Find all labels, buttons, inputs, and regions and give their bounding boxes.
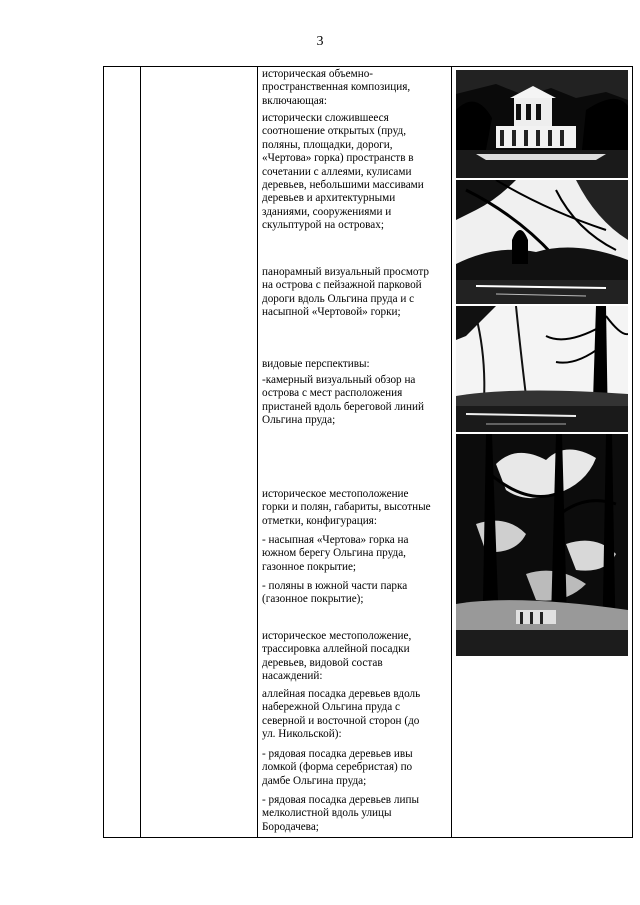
- paragraph-chamber-view: -камерный визуальный обзор на острова с мест расположения пристаней вдоль береговой линий Ольгина пруда;: [262, 374, 424, 427]
- photo-dense-trees: [456, 434, 628, 656]
- paragraph-embankment-alley: аллейная посадка деревьев вдоль набережной Ольгина пруда с северной и восточной сторон (до ул. Никольской):: [262, 688, 421, 741]
- paragraph-alley-location: историческое местоположение, трассировка аллейной посадки деревьев, видовой состав насаждений:: [262, 630, 412, 683]
- paragraph-chertova-hill: - насыпная «Чертова» горка на южном берегу Ольгина пруда, газонное покрытие;: [262, 534, 409, 573]
- table-bottom-border: [103, 837, 633, 838]
- photo-shore-trees: [456, 306, 628, 432]
- paragraph-hill-location: историческое местоположение горки и полян, габариты, высотные отметки, конфигурация:: [262, 488, 431, 527]
- paragraph-view-perspectives: видовые перспективы:: [262, 358, 370, 370]
- photo-pavilion: [456, 70, 628, 178]
- paragraph-open-spaces: исторически сложившееся соотношение открытых (пруд, поляны, площадки, дороги, «Чертова» горка) пространств в сочетании с аллеями, кулисами деревьев, небольшими массивами деревьев и архитектурными зданиями, сооружениями и скульптурой на островах;: [262, 112, 424, 232]
- paragraph-meadows: - поляны в южной части парка (газонное покрытие);: [262, 580, 408, 606]
- table-top-border: [103, 66, 633, 67]
- paragraph-linden-row: - рядовая посадка деревьев липы мелколистной вдоль улицы Бородачева;: [262, 794, 419, 833]
- paragraph-composition-heading: историческая объемно- пространственная композиция, включающая:: [262, 68, 411, 107]
- column-divider-1: [140, 66, 141, 838]
- page-number: 3: [316, 34, 324, 49]
- photo-island-trees: [456, 180, 628, 304]
- paragraph-willow-row: - рядовая посадка деревьев ивы ломкой (форма серебристая) по дамбе Ольгина пруда;: [262, 748, 413, 787]
- table-right-border: [632, 66, 633, 838]
- table-left-border: [103, 66, 104, 838]
- paragraph-panoramic-view: панорамный визуальный просмотр на острова с пейзажной парковой дороги вдоль Ольгина пруда и с насыпной «Чертовой» горки;: [262, 266, 429, 319]
- column-divider-2: [257, 66, 258, 838]
